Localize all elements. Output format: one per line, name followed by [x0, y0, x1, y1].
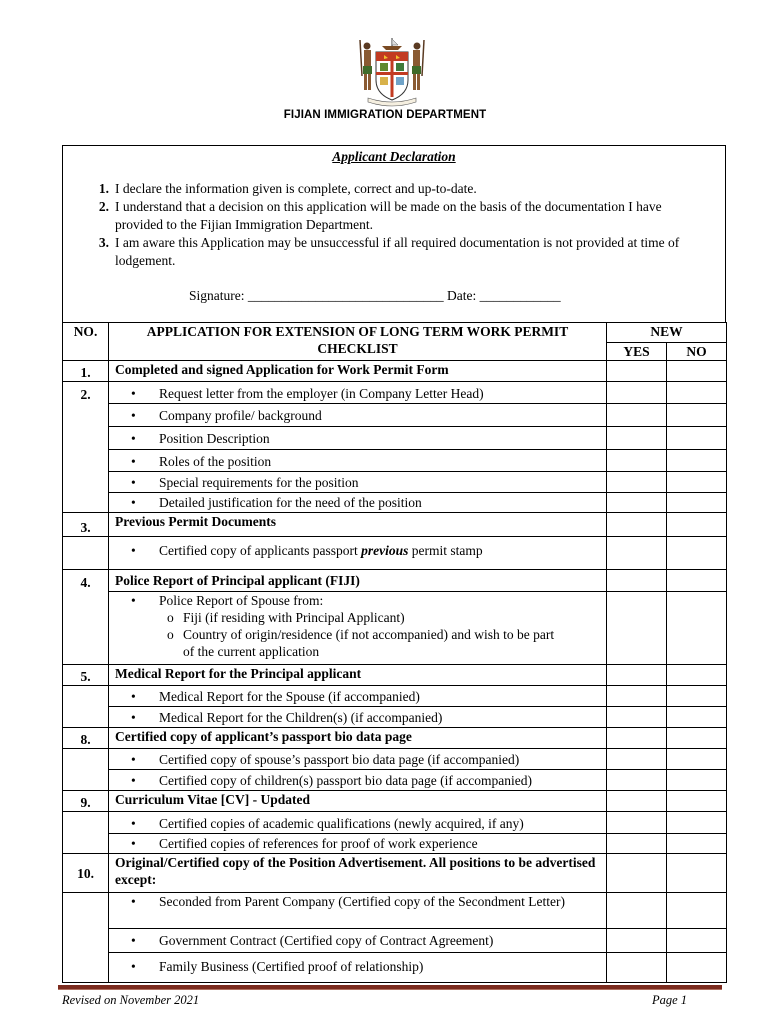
list-item: • Position Description [131, 431, 270, 446]
footer-rule-thin [58, 989, 722, 990]
yes-checkbox-cell[interactable] [607, 929, 667, 953]
table-row [63, 450, 727, 472]
table-row [63, 929, 727, 953]
list-item-text: Certified copy of children(s) passport bio data page (if accompanied) [159, 773, 532, 788]
list-item: • Request letter from the employer (in Company Letter Head) [131, 386, 484, 401]
applicant-declaration-box [62, 145, 726, 323]
table-row [63, 770, 727, 791]
declaration-item [85, 234, 705, 270]
list-item-text: Police Report of Spouse from: [159, 593, 324, 608]
column-header-no: NO. [63, 323, 109, 361]
yes-checkbox-cell[interactable] [607, 361, 667, 382]
table-row [63, 404, 727, 427]
declaration-number: 3. [98, 235, 109, 250]
no-checkbox-cell[interactable] [667, 770, 727, 791]
list-item-text: Medical Report for the Children(s) (if accompanied) [159, 710, 443, 725]
table-row [63, 812, 727, 834]
yes-checkbox-cell[interactable] [607, 592, 667, 665]
list-item: • Police Report of Spouse from: [131, 593, 324, 608]
no-checkbox-cell[interactable] [667, 686, 727, 707]
list-item: • Certified copies of references for proof of work experience [131, 836, 478, 851]
yes-checkbox-cell[interactable] [607, 953, 667, 983]
row-number-empty [63, 812, 109, 854]
no-checkbox-cell[interactable] [667, 749, 727, 770]
no-checkbox-cell[interactable] [667, 834, 727, 854]
page-number: Page 1 [652, 993, 688, 1007]
row-number: 9. [63, 791, 109, 812]
row-title: Original/Certified copy of the Position Advertisement. All positions to be advertised except: [109, 854, 607, 893]
column-header-yes: YES [607, 343, 667, 361]
row-number-empty [63, 749, 109, 791]
table-row [63, 791, 727, 812]
column-header-new: NEW [607, 323, 727, 343]
row-title: Completed and signed Application for Work Permit Form [109, 361, 607, 382]
row-number: 8. [63, 728, 109, 749]
list-item: • Certified copies of academic qualifications (newly acquired, if any) [131, 816, 524, 831]
table-row [63, 749, 727, 770]
row-number: 1. [63, 361, 109, 382]
row-number: 10. [63, 854, 109, 893]
no-checkbox-cell[interactable] [667, 893, 727, 929]
row-number: 4. [63, 570, 109, 665]
declaration-text: I declare the information given is complete, correct and up-to-date. [115, 181, 477, 196]
yes-checkbox-cell[interactable] [607, 450, 667, 472]
row-title: Police Report of Principal applicant (FIJI) [109, 570, 607, 592]
yes-checkbox-cell[interactable] [607, 707, 667, 728]
sub-list-item: o Country of origin/residence (if not accompanied) and wish to be part [167, 627, 555, 642]
row-title: Medical Report for the Principal applicant [109, 665, 607, 686]
row-title: Certified copy of applicant’s passport bio data page [109, 728, 607, 749]
yes-checkbox-cell[interactable] [607, 537, 667, 570]
no-checkbox-cell[interactable] [667, 450, 727, 472]
list-item-text: Request letter from the employer (in Company Letter Head) [159, 386, 484, 401]
checklist-title: APPLICATION FOR EXTENSION OF LONG TERM WORK PERMIT CHECKLIST [109, 323, 607, 361]
declaration-text: I am aware this Application may be unsuccessful if all required documentation is not provided at time of lodgement. [115, 235, 680, 268]
declaration-list [85, 180, 705, 270]
no-checkbox-cell[interactable] [667, 929, 727, 953]
row-title: Previous Permit Documents [109, 513, 607, 537]
table-row [63, 665, 727, 686]
list-item: • Roles of the position [131, 454, 272, 469]
row-number: 5. [63, 665, 109, 686]
no-checkbox-cell[interactable] [667, 592, 727, 665]
list-item-text: Roles of the position [159, 454, 272, 469]
no-checkbox-cell[interactable] [667, 537, 727, 570]
table-row [63, 834, 727, 854]
table-row [63, 427, 727, 450]
yes-checkbox-cell[interactable] [607, 812, 667, 834]
list-item-text: Certified copies of academic qualifications (newly acquired, if any) [159, 816, 524, 831]
table-row [63, 728, 727, 749]
table-row [63, 382, 727, 404]
no-checkbox-cell[interactable] [667, 404, 727, 427]
row-number-empty [63, 686, 109, 728]
yes-checkbox-cell[interactable] [607, 404, 667, 427]
declaration-item [85, 180, 705, 198]
checklist-table [62, 322, 727, 983]
sub-list-item-text: of the current application [183, 644, 320, 659]
declaration-item [85, 198, 705, 234]
no-checkbox-cell[interactable] [667, 361, 727, 382]
list-item: • Company profile/ background [131, 408, 322, 423]
declaration-number: 1. [98, 181, 109, 196]
list-item: • Family Business (Certified proof of relationship) [131, 959, 424, 974]
fiji-coat-of-arms-icon [354, 36, 430, 108]
list-item-text: Family Business (Certified proof of relationship) [159, 959, 424, 974]
no-checkbox-cell[interactable] [667, 570, 727, 592]
yes-checkbox-cell[interactable] [607, 570, 667, 592]
yes-checkbox-cell[interactable] [607, 893, 667, 929]
row-number-empty [63, 893, 109, 983]
no-checkbox-cell[interactable] [667, 382, 727, 404]
table-row [63, 893, 727, 929]
table-row [63, 707, 727, 728]
no-checkbox-cell[interactable] [667, 791, 727, 812]
signature-date-field[interactable]: Signature: _____________________________ Date: ____________ [189, 288, 561, 303]
no-checkbox-cell[interactable] [667, 728, 727, 749]
no-checkbox-cell[interactable] [667, 812, 727, 834]
revision-note: Revised on November 2021 [62, 993, 200, 1007]
table-row [63, 570, 727, 592]
list-item-text: Special requirements for the position [159, 475, 359, 490]
list-item: • Seconded from Parent Company (Certified copy of the Secondment Letter) [115, 893, 606, 910]
yes-checkbox-cell[interactable] [607, 728, 667, 749]
table-row [63, 472, 727, 493]
no-checkbox-cell[interactable] [667, 707, 727, 728]
no-checkbox-cell[interactable] [667, 472, 727, 493]
no-checkbox-cell[interactable] [667, 854, 727, 893]
yes-checkbox-cell[interactable] [607, 854, 667, 893]
list-item-text: Certified copies of references for proof of work experience [159, 836, 478, 851]
yes-checkbox-cell[interactable] [607, 665, 667, 686]
yes-checkbox-cell[interactable] [607, 834, 667, 854]
list-item: • Certified copy of spouse’s passport bio data page (if accompanied) [131, 752, 520, 767]
yes-checkbox-cell[interactable] [607, 382, 667, 404]
yes-checkbox-cell[interactable] [607, 770, 667, 791]
declaration-heading: Applicant Declaration [332, 149, 456, 164]
list-item: • Medical Report for the Spouse (if accompanied) [131, 689, 420, 704]
list-item-text: Seconded from Parent Company (Certified copy of the Secondment Letter) [159, 894, 566, 909]
column-header-no-answer: NO [667, 343, 727, 361]
list-item-text: Company profile/ background [159, 408, 322, 423]
list-item: • Government Contract (Certified copy of Contract Agreement) [131, 933, 494, 948]
list-item: • Certified copy of applicants passport previous permit stamp [131, 543, 483, 558]
table-row [63, 854, 727, 893]
row-title: Curriculum Vitae [CV] - Updated [109, 791, 607, 812]
yes-checkbox-cell[interactable] [607, 686, 667, 707]
yes-checkbox-cell[interactable] [607, 472, 667, 493]
table-row [63, 686, 727, 707]
yes-checkbox-cell[interactable] [607, 427, 667, 450]
list-item-text: Medical Report for the Spouse (if accompanied) [159, 689, 420, 704]
list-item: • Detailed justification for the need of the position [131, 495, 422, 510]
yes-checkbox-cell[interactable] [607, 493, 667, 513]
list-item-text: Position Description [159, 431, 270, 446]
sub-list-item-text: Country of origin/residence (if not accompanied) and wish to be part [183, 627, 555, 642]
no-checkbox-cell[interactable] [667, 493, 727, 513]
list-item: • Medical Report for the Children(s) (if accompanied) [131, 710, 443, 725]
sub-list-item-text: Fiji (if residing with Principal Applicant) [183, 610, 405, 625]
no-checkbox-cell[interactable] [667, 513, 727, 537]
sub-list-item: o Fiji (if residing with Principal Applicant) [167, 610, 405, 625]
row-number-empty [63, 537, 109, 570]
no-checkbox-cell[interactable] [667, 427, 727, 450]
row-number: 3. [63, 513, 109, 537]
list-item-text: Detailed justification for the need of the position [159, 495, 422, 510]
table-row [63, 953, 727, 983]
list-item-text: Certified copy of spouse’s passport bio data page (if accompanied) [159, 752, 520, 767]
no-checkbox-cell[interactable] [667, 953, 727, 983]
declaration-number: 2. [98, 199, 109, 214]
yes-checkbox-cell[interactable] [607, 749, 667, 770]
list-item-text: Government Contract (Certified copy of Contract Agreement) [159, 933, 494, 948]
yes-checkbox-cell[interactable] [607, 513, 667, 537]
table-row [63, 493, 727, 513]
table-row [63, 361, 727, 382]
table-row [63, 513, 727, 537]
yes-checkbox-cell[interactable] [607, 791, 667, 812]
department-title: FIJIAN IMMIGRATION DEPARTMENT [283, 109, 487, 121]
row-number: 2. [63, 382, 109, 513]
list-item: • Certified copy of children(s) passport bio data page (if accompanied) [131, 773, 532, 788]
no-checkbox-cell[interactable] [667, 665, 727, 686]
list-item: • Special requirements for the position [131, 475, 359, 490]
declaration-text: I understand that a decision on this application will be made on the basis of the documentation I have provided to the Fijian Immigration Department. [115, 199, 662, 232]
table-row [63, 592, 727, 665]
table-row [63, 537, 727, 570]
list-item-text: Certified copy of applicants passport previous permit stamp [159, 543, 483, 558]
